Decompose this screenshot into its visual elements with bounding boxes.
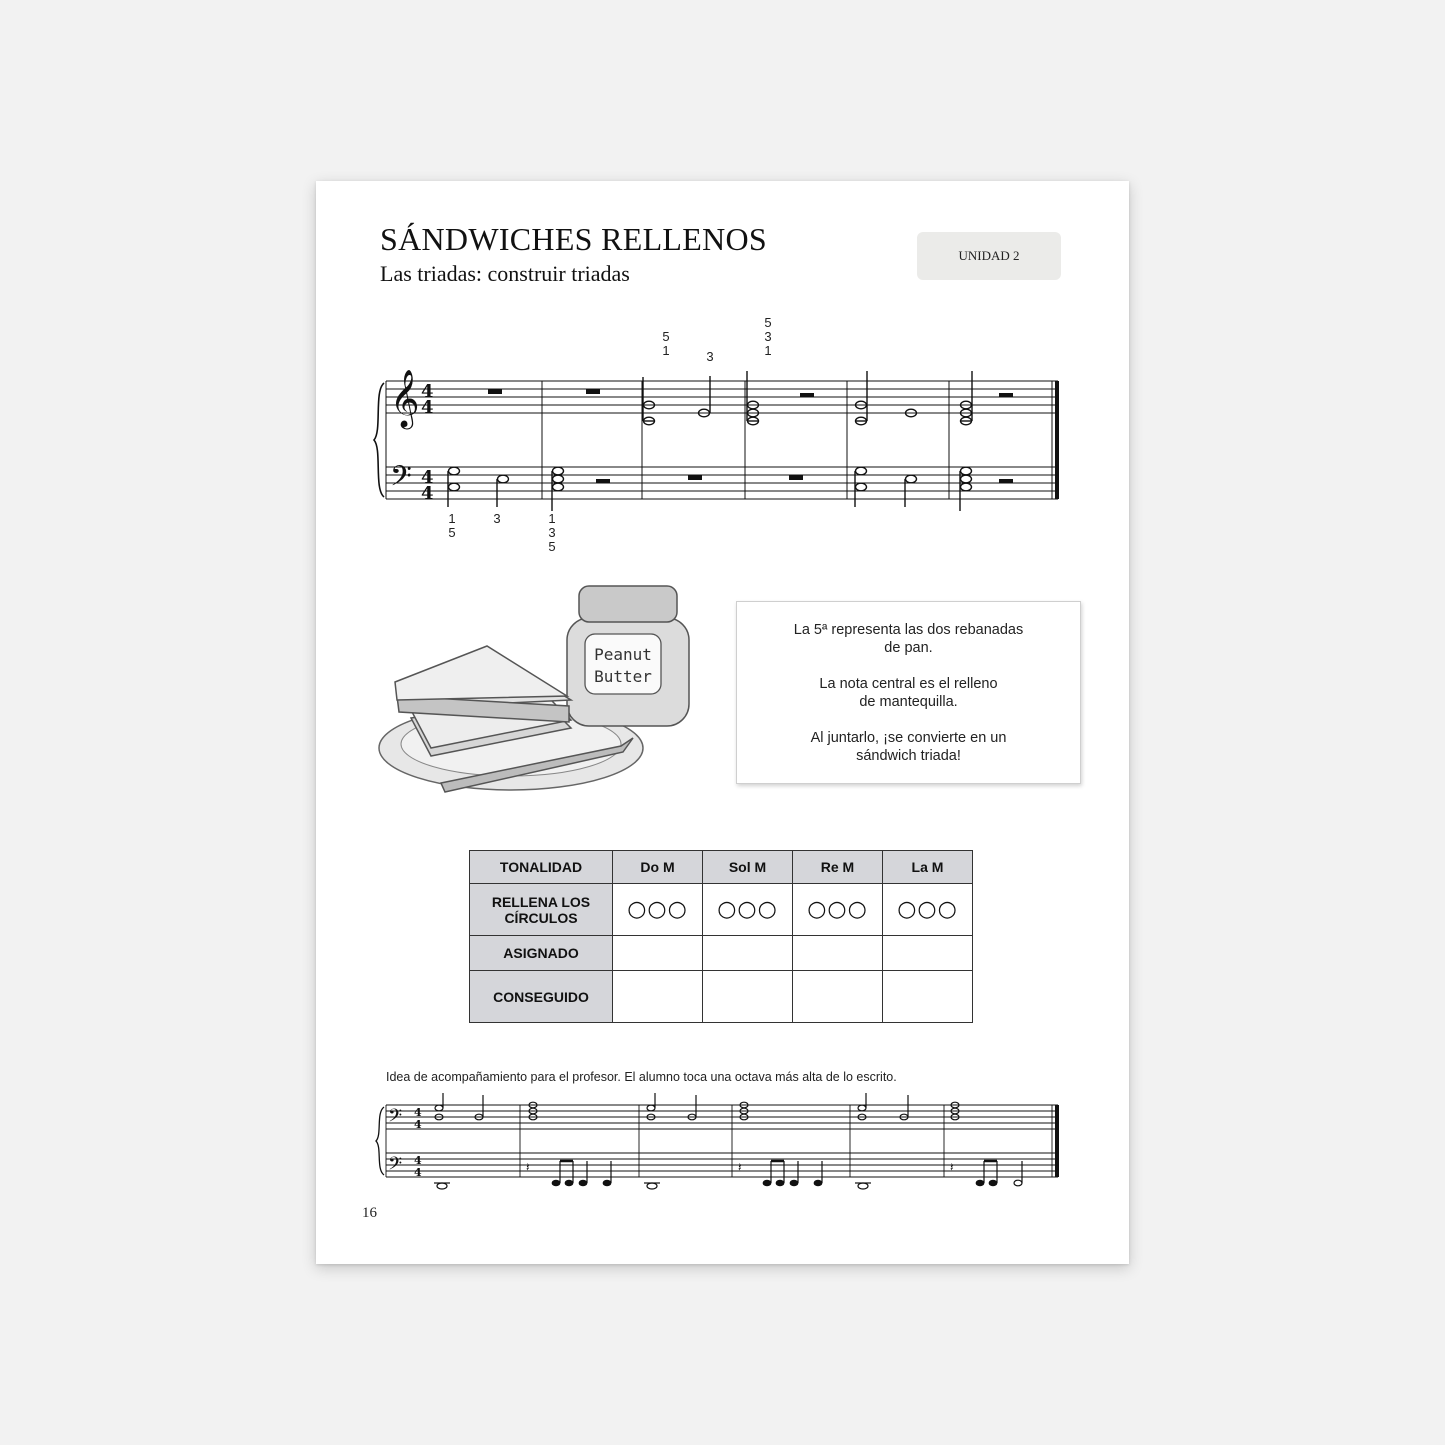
- svg-text:𝄽: 𝄽: [738, 1160, 742, 1174]
- treble-clef-icon: 𝄞: [390, 369, 420, 427]
- page-subtitle: Las triadas: construir triadas: [380, 261, 630, 286]
- svg-text:4: 4: [421, 483, 434, 504]
- svg-text:1: 1: [548, 511, 556, 526]
- grand-staff-exercise: [376, 315, 1076, 561]
- svg-text:3: 3: [548, 525, 556, 540]
- bass-clef-icon: 𝄢: [390, 460, 412, 500]
- svg-text:1: 1: [764, 343, 772, 358]
- row-label: ASIGNADO: [470, 936, 613, 971]
- table-header: TONALIDAD: [470, 851, 613, 884]
- peanut-butter-jar-icon: [567, 586, 689, 726]
- tonality-table: [469, 850, 973, 1023]
- svg-text:4: 4: [414, 1118, 422, 1131]
- fill-circles-cell[interactable]: ○○○: [613, 884, 703, 936]
- svg-text:4: 4: [421, 397, 434, 418]
- svg-text:5: 5: [448, 525, 456, 540]
- page-title: SÁNDWICHES RELLENOS: [380, 221, 768, 257]
- row-label: RELLENA LOS CÍRCULOS: [470, 884, 613, 936]
- workbook-page: [316, 181, 1129, 1264]
- svg-text:5: 5: [764, 315, 772, 330]
- svg-text:4: 4: [414, 1166, 422, 1179]
- achieved-cell[interactable]: [703, 971, 793, 1023]
- svg-text:𝄽: 𝄽: [526, 1160, 530, 1174]
- svg-text:Butter: Butter: [594, 667, 652, 686]
- table-row: [470, 851, 973, 884]
- fill-circles-cell[interactable]: ○○○: [883, 884, 973, 936]
- explanation-line-1: La 5ª representa las dos rebanadas de pan.: [793, 621, 1024, 656]
- svg-text:1: 1: [448, 511, 456, 526]
- page-number: 16: [362, 1205, 377, 1221]
- achieved-cell[interactable]: [793, 971, 883, 1023]
- explanation-box: [736, 601, 1081, 784]
- svg-text:4: 4: [414, 1154, 422, 1167]
- assigned-cell[interactable]: [883, 936, 973, 971]
- svg-text:4: 4: [421, 381, 434, 402]
- svg-text:3: 3: [493, 511, 501, 526]
- table-header: Do M: [613, 851, 703, 884]
- svg-text:𝄽: 𝄽: [950, 1160, 954, 1174]
- row-label: CONSEGUIDO: [470, 971, 613, 1023]
- svg-text:Peanut: Peanut: [594, 645, 652, 664]
- table-header: La M: [883, 851, 973, 884]
- table-row: [470, 936, 973, 971]
- svg-text:1: 1: [662, 343, 670, 358]
- table-row: [470, 971, 973, 1023]
- table-header: Sol M: [703, 851, 793, 884]
- svg-text:4: 4: [421, 467, 434, 488]
- unit-badge: UNIDAD 2: [917, 232, 1061, 280]
- accompaniment-note: Idea de acompañamiento para el profesor. El alumno toca una octava más alta de lo escrito.: [386, 1070, 897, 1084]
- table-header: Re M: [793, 851, 883, 884]
- svg-text:3: 3: [706, 349, 714, 364]
- explanation-line-3: Al juntarlo, ¡se convierte en un sándwich triada!: [810, 729, 1007, 764]
- accompaniment-staff: [376, 1093, 1076, 1193]
- svg-text:5: 5: [662, 329, 670, 344]
- assigned-cell[interactable]: [793, 936, 883, 971]
- assigned-cell[interactable]: [703, 936, 793, 971]
- explanation-line-2: La nota central es el relleno de mantequilla.: [819, 675, 998, 710]
- achieved-cell[interactable]: [883, 971, 973, 1023]
- bass-clef-icon: 𝄢: [388, 1106, 403, 1131]
- sandwich-illustration: [371, 578, 696, 803]
- svg-text:3: 3: [764, 329, 772, 344]
- svg-text:4: 4: [414, 1106, 422, 1119]
- fill-circles-cell[interactable]: ○○○: [703, 884, 793, 936]
- assigned-cell[interactable]: [613, 936, 703, 971]
- fill-circles-cell[interactable]: ○○○: [793, 884, 883, 936]
- svg-text:5: 5: [548, 539, 556, 554]
- bass-clef-icon: 𝄢: [388, 1154, 403, 1179]
- table-row: [470, 884, 973, 936]
- achieved-cell[interactable]: [613, 971, 703, 1023]
